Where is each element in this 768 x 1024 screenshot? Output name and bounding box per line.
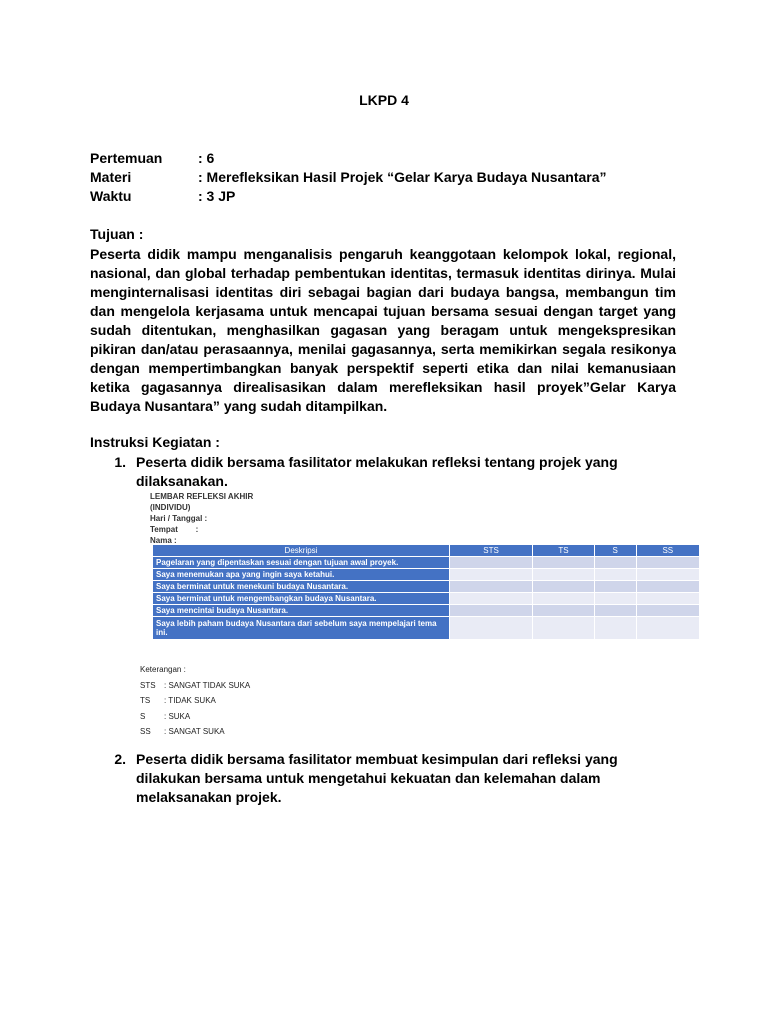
legend-value: : SANGAT TIDAK SUKA bbox=[164, 680, 251, 690]
table-row bbox=[153, 593, 700, 605]
rating-cell-sts[interactable] bbox=[450, 581, 533, 593]
row-description: Saya mencintai budaya Nusantara. bbox=[153, 605, 450, 617]
legend-item bbox=[140, 724, 250, 740]
row-description: Saya berminat untuk mengembangkan budaya Nusantara. bbox=[153, 593, 450, 605]
legend-heading: Keterangan : bbox=[140, 665, 186, 674]
column-header-deskripsi: Deskripsi bbox=[153, 545, 450, 557]
field-place: Tempat : bbox=[150, 525, 199, 534]
rating-cell-ss[interactable] bbox=[636, 569, 699, 581]
legend-key: SS bbox=[140, 727, 151, 736]
meta-label: Pertemuan bbox=[90, 150, 163, 166]
rating-cell-ss[interactable] bbox=[636, 557, 699, 569]
rating-cell-ts[interactable] bbox=[533, 581, 595, 593]
rating-cell-s[interactable] bbox=[594, 605, 636, 617]
rating-cell-ts[interactable] bbox=[533, 557, 595, 569]
field-date: Hari / Tanggal : bbox=[150, 514, 208, 523]
rating-cell-ts[interactable] bbox=[533, 593, 595, 605]
instruksi-heading: Instruksi Kegiatan : bbox=[90, 434, 220, 450]
rating-cell-ts[interactable] bbox=[533, 617, 595, 640]
column-header-ss: SS bbox=[636, 545, 699, 557]
table-header-row bbox=[153, 545, 700, 557]
legend-key: STS bbox=[140, 680, 156, 690]
row-description: Pagelaran yang dipentaskan sesuai dengan tujuan awal proyek. bbox=[153, 557, 450, 569]
table-row bbox=[153, 557, 700, 569]
field-name: Nama : bbox=[150, 536, 177, 545]
reflection-table bbox=[152, 544, 700, 640]
rating-cell-ss[interactable] bbox=[636, 581, 699, 593]
legend-item bbox=[140, 709, 250, 725]
legend-key: S bbox=[140, 711, 146, 721]
rating-cell-ss[interactable] bbox=[636, 593, 699, 605]
reflection-sheet bbox=[140, 491, 702, 736]
tujuan-body: Peserta didik mampu menganalisis pengaruh keanggotaan kelompok lokal, regional, nasional, dan global terhadap pembentukan identitas, termasuk identitas dirinya. Mulai menginternalisasi identitas diri sebagai bagian dari budaya bangsa, membangun tim dan mengelola kerjasama untuk mencapai tujuan bersama sesuai dengan target yang sudah ditentukan, menghasilkan gagasan yang beragam untuk mengekspresikan pikiran dan/atau perasaannya, menilai gagasannya, serta memikirkan segala resikonya dengan mempertimbangkan banyak perspektif seperti etika dan nilai kemanusiaan ketika gagasannya direalisasikan dalam merefleksikan hasil proyek”Gelar Karya Budaya Nusantara” yang sudah ditampilkan. bbox=[90, 246, 676, 414]
row-description: Saya lebih paham budaya Nusantara dari sebelum saya mempelajari tema ini. bbox=[153, 617, 450, 640]
rating-cell-sts[interactable] bbox=[450, 557, 533, 569]
legend-value: : SUKA bbox=[164, 711, 191, 721]
rating-cell-ss[interactable] bbox=[636, 605, 699, 617]
step-number: 1. bbox=[114, 454, 126, 470]
legend-key: TS bbox=[140, 696, 151, 705]
legend-value: : SANGAT SUKA bbox=[164, 727, 225, 736]
instruction-step-2 bbox=[90, 750, 690, 807]
column-header-sts: STS bbox=[450, 545, 533, 557]
reflection-subheading: (INDIVIDU) bbox=[150, 503, 191, 512]
rating-cell-s[interactable] bbox=[594, 557, 636, 569]
tujuan-heading: Tujuan : bbox=[90, 226, 144, 242]
rating-cell-sts[interactable] bbox=[450, 593, 533, 605]
rating-cell-s[interactable] bbox=[594, 581, 636, 593]
legend-item bbox=[140, 678, 250, 694]
table-row bbox=[153, 581, 700, 593]
rating-cell-s[interactable] bbox=[594, 617, 636, 640]
rating-cell-ts[interactable] bbox=[533, 569, 595, 581]
rating-cell-sts[interactable] bbox=[450, 617, 533, 640]
legend-item bbox=[140, 693, 250, 709]
rating-cell-sts[interactable] bbox=[450, 605, 533, 617]
meta-row-pertemuan bbox=[90, 149, 607, 168]
rating-cell-ss[interactable] bbox=[636, 617, 699, 640]
meta-value: : 6 bbox=[198, 150, 215, 166]
rating-cell-s[interactable] bbox=[594, 593, 636, 605]
meta-row-materi bbox=[90, 168, 607, 187]
reflection-heading: LEMBAR REFLEKSI AKHIR bbox=[150, 492, 254, 501]
step-text: Peserta didik bersama fasilitator melakukan refleksi tentang projek yang dilaksanakan. bbox=[136, 454, 618, 489]
meta-value: : Merefleksikan Hasil Projek “Gelar Karya Budaya Nusantara” bbox=[198, 169, 607, 185]
step-text: Peserta didik bersama fasilitator membuat kesimpulan dari refleksi yang dilakukan bersama untuk mengetahui kekuatan dan kelemahan dalam melaksanakan projek. bbox=[136, 751, 618, 805]
rating-cell-sts[interactable] bbox=[450, 569, 533, 581]
table-row bbox=[153, 569, 700, 581]
legend-value: : TIDAK SUKA bbox=[164, 696, 216, 705]
step-number: 2. bbox=[114, 751, 126, 767]
meta-label: Materi bbox=[90, 169, 132, 185]
table-row bbox=[153, 605, 700, 617]
meta-block bbox=[90, 149, 607, 206]
rating-cell-s[interactable] bbox=[594, 569, 636, 581]
column-header-ts: TS bbox=[533, 545, 595, 557]
meta-row-waktu bbox=[90, 187, 607, 206]
column-header-s: S bbox=[594, 545, 636, 557]
row-description: Saya menemukan apa yang ingin saya ketahui. bbox=[153, 569, 450, 581]
rating-cell-ts[interactable] bbox=[533, 605, 595, 617]
meta-value: : 3 JP bbox=[198, 188, 236, 204]
table-row bbox=[153, 617, 700, 640]
instruction-step-1 bbox=[90, 453, 690, 491]
meta-label: Waktu bbox=[90, 188, 132, 204]
legend bbox=[140, 662, 250, 740]
document-title: LKPD 4 bbox=[359, 92, 409, 108]
row-description: Saya berminat untuk menekuni budaya Nusantara. bbox=[153, 581, 450, 593]
